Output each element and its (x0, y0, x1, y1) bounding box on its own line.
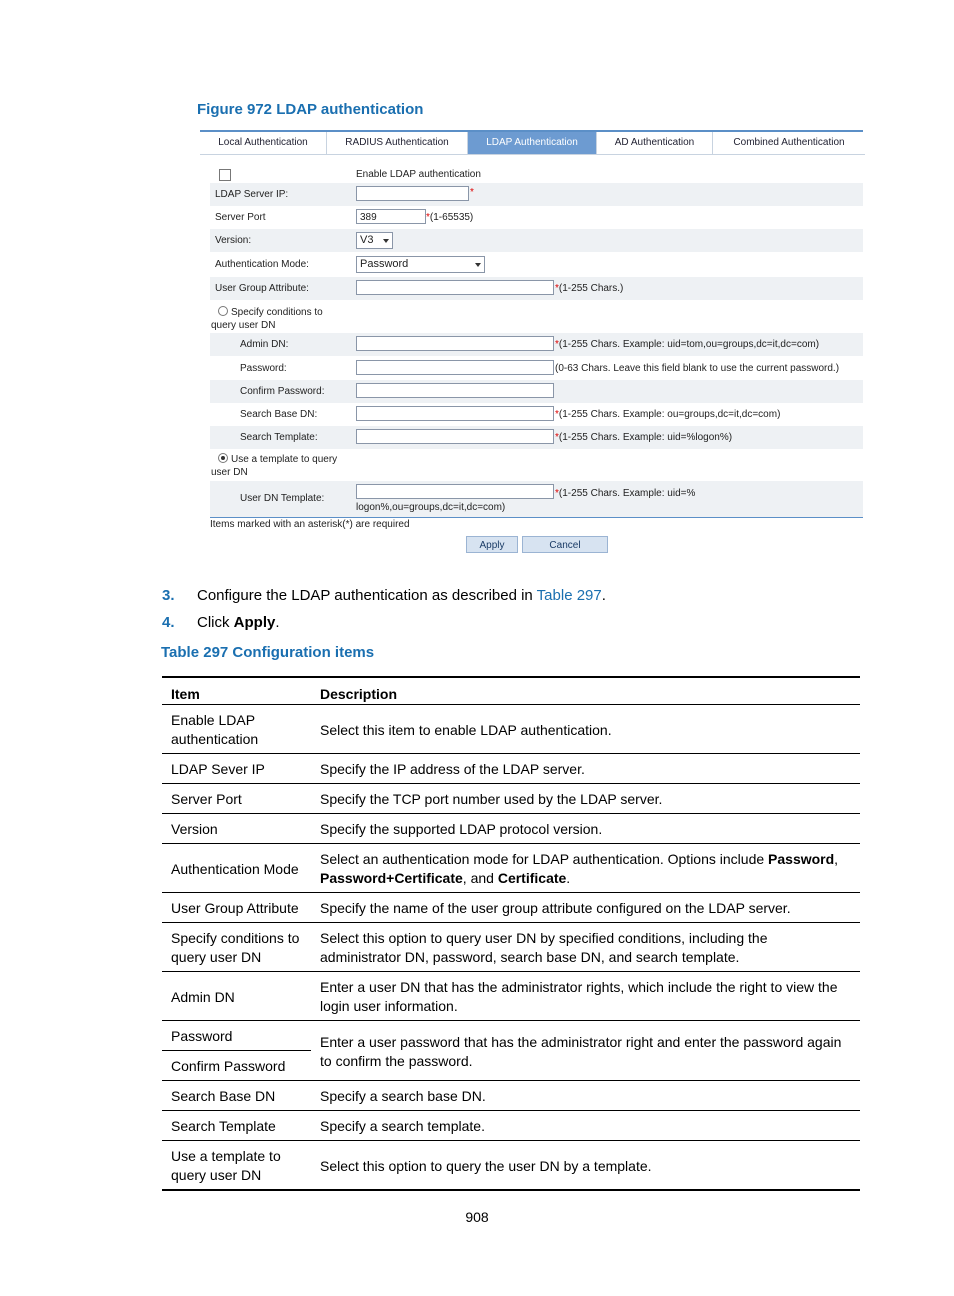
confirm-password-input[interactable] (356, 383, 554, 398)
required-star: * (470, 187, 474, 198)
table-row: Password Enter a user password that has the administrator right and enter the password again to confirm the password. (162, 1021, 860, 1051)
search-base-input[interactable] (356, 406, 554, 421)
password-row (210, 357, 863, 380)
password-label: Password: (240, 363, 287, 374)
table-row: Enable LDAP authentication Select this item to enable LDAP authentication. (162, 705, 860, 754)
version-label: Version: (215, 235, 252, 246)
configuration-items-table (162, 676, 860, 1191)
table-row: Confirm Password (162, 1051, 860, 1081)
specify-conditions-row (210, 304, 863, 334)
auth-mode-select[interactable]: Password (356, 256, 485, 273)
search-base-row (210, 403, 863, 426)
tab-combined-authentication[interactable]: Combined Authentication (713, 132, 865, 155)
table-title: Table 297 Configuration items (161, 644, 375, 661)
tab-local-authentication[interactable]: Local Authentication (200, 132, 327, 155)
search-base-hint: *(1-255 Chars. Example: ou=groups,dc=it,dc=com) (555, 409, 781, 420)
step-3: 3. Configure the LDAP authentication as described in Table 297. (162, 587, 606, 604)
admin-dn-label: Admin DN: (240, 339, 289, 350)
user-group-hint: *(1-255 Chars.) (555, 283, 624, 294)
tab-ldap-authentication[interactable]: LDAP Authentication (468, 132, 597, 155)
password-input[interactable] (356, 360, 554, 375)
user-dn-template-hint2: logon%,ou=groups,dc=it,dc=com) (356, 502, 506, 513)
admin-dn-input[interactable] (356, 336, 554, 351)
radio-icon (218, 306, 228, 316)
figure-title: Figure 972 LDAP authentication (197, 101, 424, 118)
search-template-hint: *(1-255 Chars. Example: uid=%logon%) (555, 432, 733, 443)
table-row: Search Template Specify a search template. (162, 1111, 860, 1141)
tab-bar (200, 130, 863, 156)
tab-ad-authentication[interactable]: AD Authentication (597, 132, 713, 155)
user-group-label: User Group Attribute: (215, 283, 309, 294)
required-note: Items marked with an asterisk(*) are required (210, 519, 410, 530)
table-row: LDAP Sever IP Specify the IP address of the LDAP server. (162, 754, 860, 784)
radio-selected-icon (218, 453, 228, 463)
user-dn-template-row (210, 481, 863, 518)
use-template-option[interactable]: Use a template to query (218, 453, 337, 465)
user-dn-template-hint: *(1-255 Chars. Example: uid=% (555, 488, 696, 499)
specify-conditions-label2: query user DN (211, 320, 276, 331)
version-select[interactable]: V3 (356, 232, 393, 249)
user-dn-template-label: User DN Template: (240, 493, 325, 504)
use-template-label2: user DN (211, 467, 248, 478)
user-dn-template-input[interactable] (356, 484, 554, 499)
header-item: Item (162, 677, 311, 705)
table-297-link[interactable]: Table 297 (536, 587, 602, 604)
table-row: Use a template to query user DN Select this option to query the user DN by a template. (162, 1141, 860, 1191)
server-ip-label: LDAP Server IP: (215, 189, 289, 200)
table-row: User Group Attribute Specify the name of the user group attribute configured on the LDAP server. (162, 893, 860, 923)
server-port-hint: *(1-65535) (426, 212, 474, 223)
admin-dn-row (210, 333, 863, 356)
search-base-label: Search Base DN: (240, 409, 318, 420)
server-port-label: Server Port (215, 212, 266, 223)
tab-radius-authentication[interactable]: RADIUS Authentication (327, 132, 468, 155)
confirm-password-label: Confirm Password: (240, 386, 325, 397)
table-header-row (162, 677, 860, 705)
step-4: 4. Click Apply. (162, 614, 280, 631)
admin-dn-hint: *(1-255 Chars. Example: uid=tom,ou=groups,dc=it,dc=com) (555, 339, 820, 350)
user-group-input[interactable] (356, 280, 554, 295)
ldap-config-screenshot (200, 130, 863, 551)
server-ip-input[interactable] (356, 186, 469, 201)
table-row: Server Port Specify the TCP port number used by the LDAP server. (162, 784, 860, 814)
confirm-password-row (210, 380, 863, 403)
auth-mode-label: Authentication Mode: (215, 259, 309, 270)
table-row: Version Specify the supported LDAP protocol version. (162, 814, 860, 844)
cancel-button[interactable]: Cancel (522, 536, 608, 553)
table-row: Search Base DN Specify a search base DN. (162, 1081, 860, 1111)
use-template-row (210, 451, 863, 481)
search-template-row (210, 426, 863, 449)
search-template-label: Search Template: (240, 432, 318, 443)
auth-mode-description: Select an authentication mode for LDAP authentication. Options include Password, Password+Certificate, and Certificate. (311, 844, 860, 893)
apply-button[interactable]: Apply (466, 536, 518, 553)
enable-ldap-label: Enable LDAP authentication (356, 169, 481, 180)
chevron-down-icon (383, 239, 389, 243)
server-port-input[interactable]: 389 (356, 209, 426, 224)
auth-mode-row (210, 253, 863, 276)
user-group-row (210, 277, 863, 300)
table-row: Authentication Mode Select an authentication mode for LDAP authentication. Options include Password, Password+Certificate, and Certificate. (162, 844, 860, 893)
version-row (210, 229, 863, 252)
password-hint: (0-63 Chars. Leave this field blank to use the current password.) (555, 363, 840, 374)
server-ip-row (210, 183, 863, 206)
chevron-down-icon (475, 263, 481, 267)
enable-ldap-checkbox[interactable] (219, 169, 231, 181)
search-template-input[interactable] (356, 429, 554, 444)
header-description: Description (311, 677, 860, 705)
table-row: Specify conditions to query user DN Select this option to query user DN by specified conditions, including the administrator DN, password, search base DN, and search template. (162, 923, 860, 972)
page-number: 908 (465, 1209, 489, 1225)
specify-conditions-option[interactable]: Specify conditions to (218, 306, 323, 318)
server-port-row (210, 206, 863, 229)
table-row: Admin DN Enter a user DN that has the administrator rights, which include the right to view the login user information. (162, 972, 860, 1021)
